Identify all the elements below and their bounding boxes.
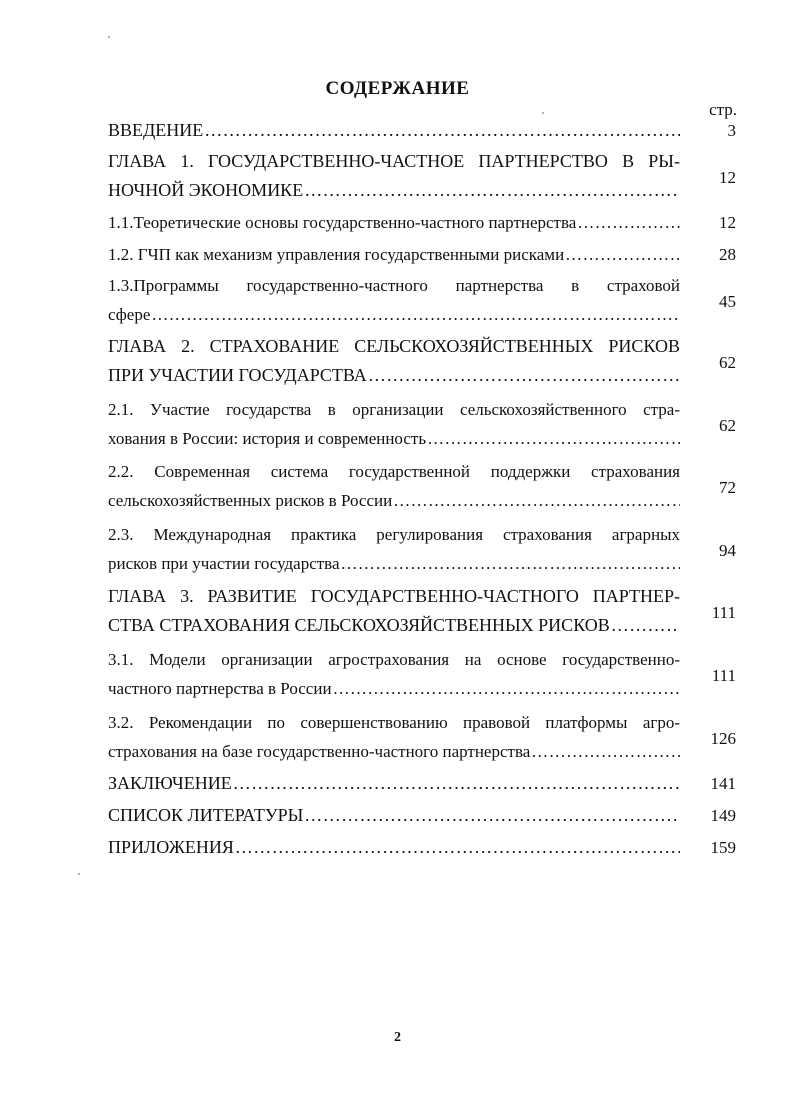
dot-leader — [108, 240, 680, 269]
toc-entry-line — [108, 176, 680, 205]
toc-entry-text: рисков при участии государства — [108, 554, 340, 573]
toc-entry[interactable] — [108, 645, 736, 703]
toc-page-number: 126 — [710, 729, 736, 748]
toc-entry-line: 1.3.Программы государственно-частного партнерства в страховой — [108, 276, 680, 295]
toc-entry-line: ГЛАВА 3. РАЗВИТИЕ ГОСУДАРСТВЕННО-ЧАСТНОГО ПАРТНЕР- — [108, 586, 680, 606]
toc-entry-line: ГЛАВА 1. ГОСУДАРСТВЕННО-ЧАСТНОЕ ПАРТНЕРСТВО В РЫ- — [108, 151, 680, 171]
toc-page-number: 149 — [710, 806, 736, 825]
dot-leader — [108, 769, 680, 798]
toc-entry-line — [108, 549, 680, 578]
dot-leader — [108, 737, 680, 766]
toc-entry-line: ГЛАВА 2. СТРАХОВАНИЕ СЕЛЬСКОХОЗЯЙСТВЕННЫХ РИСКОВ — [108, 336, 680, 356]
toc-entry-line — [108, 361, 680, 390]
toc-entry-text: хования в России: история и современность — [108, 429, 427, 448]
toc-entry[interactable] — [108, 769, 736, 798]
toc-page-number: 72 — [719, 478, 736, 497]
dot-leader — [108, 833, 680, 862]
toc-entry-text: ВВЕДЕНИЕ — [108, 120, 204, 140]
toc-page-number: 62 — [719, 416, 736, 435]
toc-page-number: 12 — [719, 213, 736, 232]
scan-speck — [78, 873, 80, 875]
toc-entry-text: НОЧНОЙ ЭКОНОМИКЕ — [108, 180, 304, 200]
toc-page-number: 12 — [719, 168, 736, 187]
toc-entry[interactable] — [108, 582, 736, 640]
toc-page-number: 94 — [719, 541, 736, 560]
toc-entry-text: ПРИ УЧАСТИИ ГОСУДАРСТВА — [108, 365, 367, 385]
toc-page-number: 159 — [710, 838, 736, 857]
toc-entry-text: СТВА СТРАХОВАНИЯ СЕЛЬСКОХОЗЯЙСТВЕННЫХ РИСКОВ — [108, 615, 610, 635]
toc-entry-text: сельскохозяйственных рисков в России — [108, 491, 393, 510]
toc-page-number: 28 — [719, 245, 736, 264]
toc-entry[interactable] — [108, 116, 736, 145]
dot-leader — [108, 801, 680, 830]
toc-title: СОДЕРЖАНИЕ — [325, 78, 470, 99]
dot-leader — [108, 176, 680, 205]
toc-page-number: 111 — [711, 666, 736, 685]
toc-entry-line — [108, 674, 680, 703]
toc-entry-line — [108, 801, 680, 830]
toc-entry[interactable] — [108, 708, 736, 766]
dot-leader — [108, 208, 680, 237]
dot-leader — [108, 116, 680, 145]
toc-entry[interactable] — [108, 208, 736, 237]
dot-leader — [108, 611, 680, 640]
dot-leader — [108, 549, 680, 578]
toc-entry[interactable] — [108, 147, 736, 205]
toc-entry-text: ПРИЛОЖЕНИЯ — [108, 837, 234, 857]
toc-entry[interactable] — [108, 520, 736, 578]
toc-entry[interactable] — [108, 332, 736, 390]
toc-entry-line: 2.3. Международная практика регулирования страхования аграрных — [108, 525, 680, 544]
toc-entry-line — [108, 300, 680, 329]
toc-entry-line — [108, 737, 680, 766]
toc-entry[interactable] — [108, 457, 736, 515]
dot-leader — [108, 361, 680, 390]
toc-entry-line: 3.2. Рекомендации по совершенствованию правовой платформы агро- — [108, 713, 680, 732]
toc-entry-line: 3.1. Модели организации агрострахования на основе государственно- — [108, 650, 680, 669]
dot-leader — [108, 486, 680, 515]
toc-entry[interactable] — [108, 240, 736, 269]
dot-leader — [108, 300, 680, 329]
toc-entry-text: ЗАКЛЮЧЕНИЕ — [108, 773, 232, 793]
toc-page-number: 3 — [727, 121, 736, 140]
toc-entry[interactable] — [108, 833, 736, 862]
toc-entry[interactable] — [108, 271, 736, 329]
toc-entry-line — [108, 833, 680, 862]
scan-speck — [108, 36, 110, 38]
toc-entry-line — [108, 240, 680, 269]
toc-entry-line — [108, 116, 680, 145]
scan-speck — [542, 112, 544, 114]
toc-entry-text: СПИСОК ЛИТЕРАТУРЫ — [108, 805, 304, 825]
toc-entry-text: 1.1.Теоретические основы государственно-частного партнерства — [108, 213, 577, 232]
toc-entry-line — [108, 611, 680, 640]
toc-page-number: 141 — [710, 774, 736, 793]
toc-entry-line: 2.2. Современная система государственной поддержки страхования — [108, 462, 680, 481]
toc-entry-line — [108, 769, 680, 798]
dot-leader — [108, 424, 680, 453]
page-column-label: стр. — [709, 100, 737, 119]
toc-entry-line — [108, 424, 680, 453]
toc-entry[interactable] — [108, 801, 736, 830]
toc-page-number: 45 — [719, 292, 736, 311]
toc-entry-text: страхования на базе государственно-частного партнерства — [108, 742, 531, 761]
dot-leader — [108, 674, 680, 703]
toc-entry-line: 2.1. Участие государства в организации сельскохозяйственного стра- — [108, 400, 680, 419]
footer-page-number: 2 — [394, 1030, 401, 1045]
toc-entry-line — [108, 486, 680, 515]
toc-entry-line — [108, 208, 680, 237]
toc-page-number: 62 — [719, 353, 736, 372]
toc-entry-text: 1.2. ГЧП как механизм управления государственными рисками — [108, 245, 565, 264]
toc-page-number: 111 — [711, 603, 736, 622]
toc-entry-text: частного партнерства в России — [108, 679, 332, 698]
toc-entry-text: сфере — [108, 305, 151, 324]
toc-entry[interactable] — [108, 395, 736, 453]
